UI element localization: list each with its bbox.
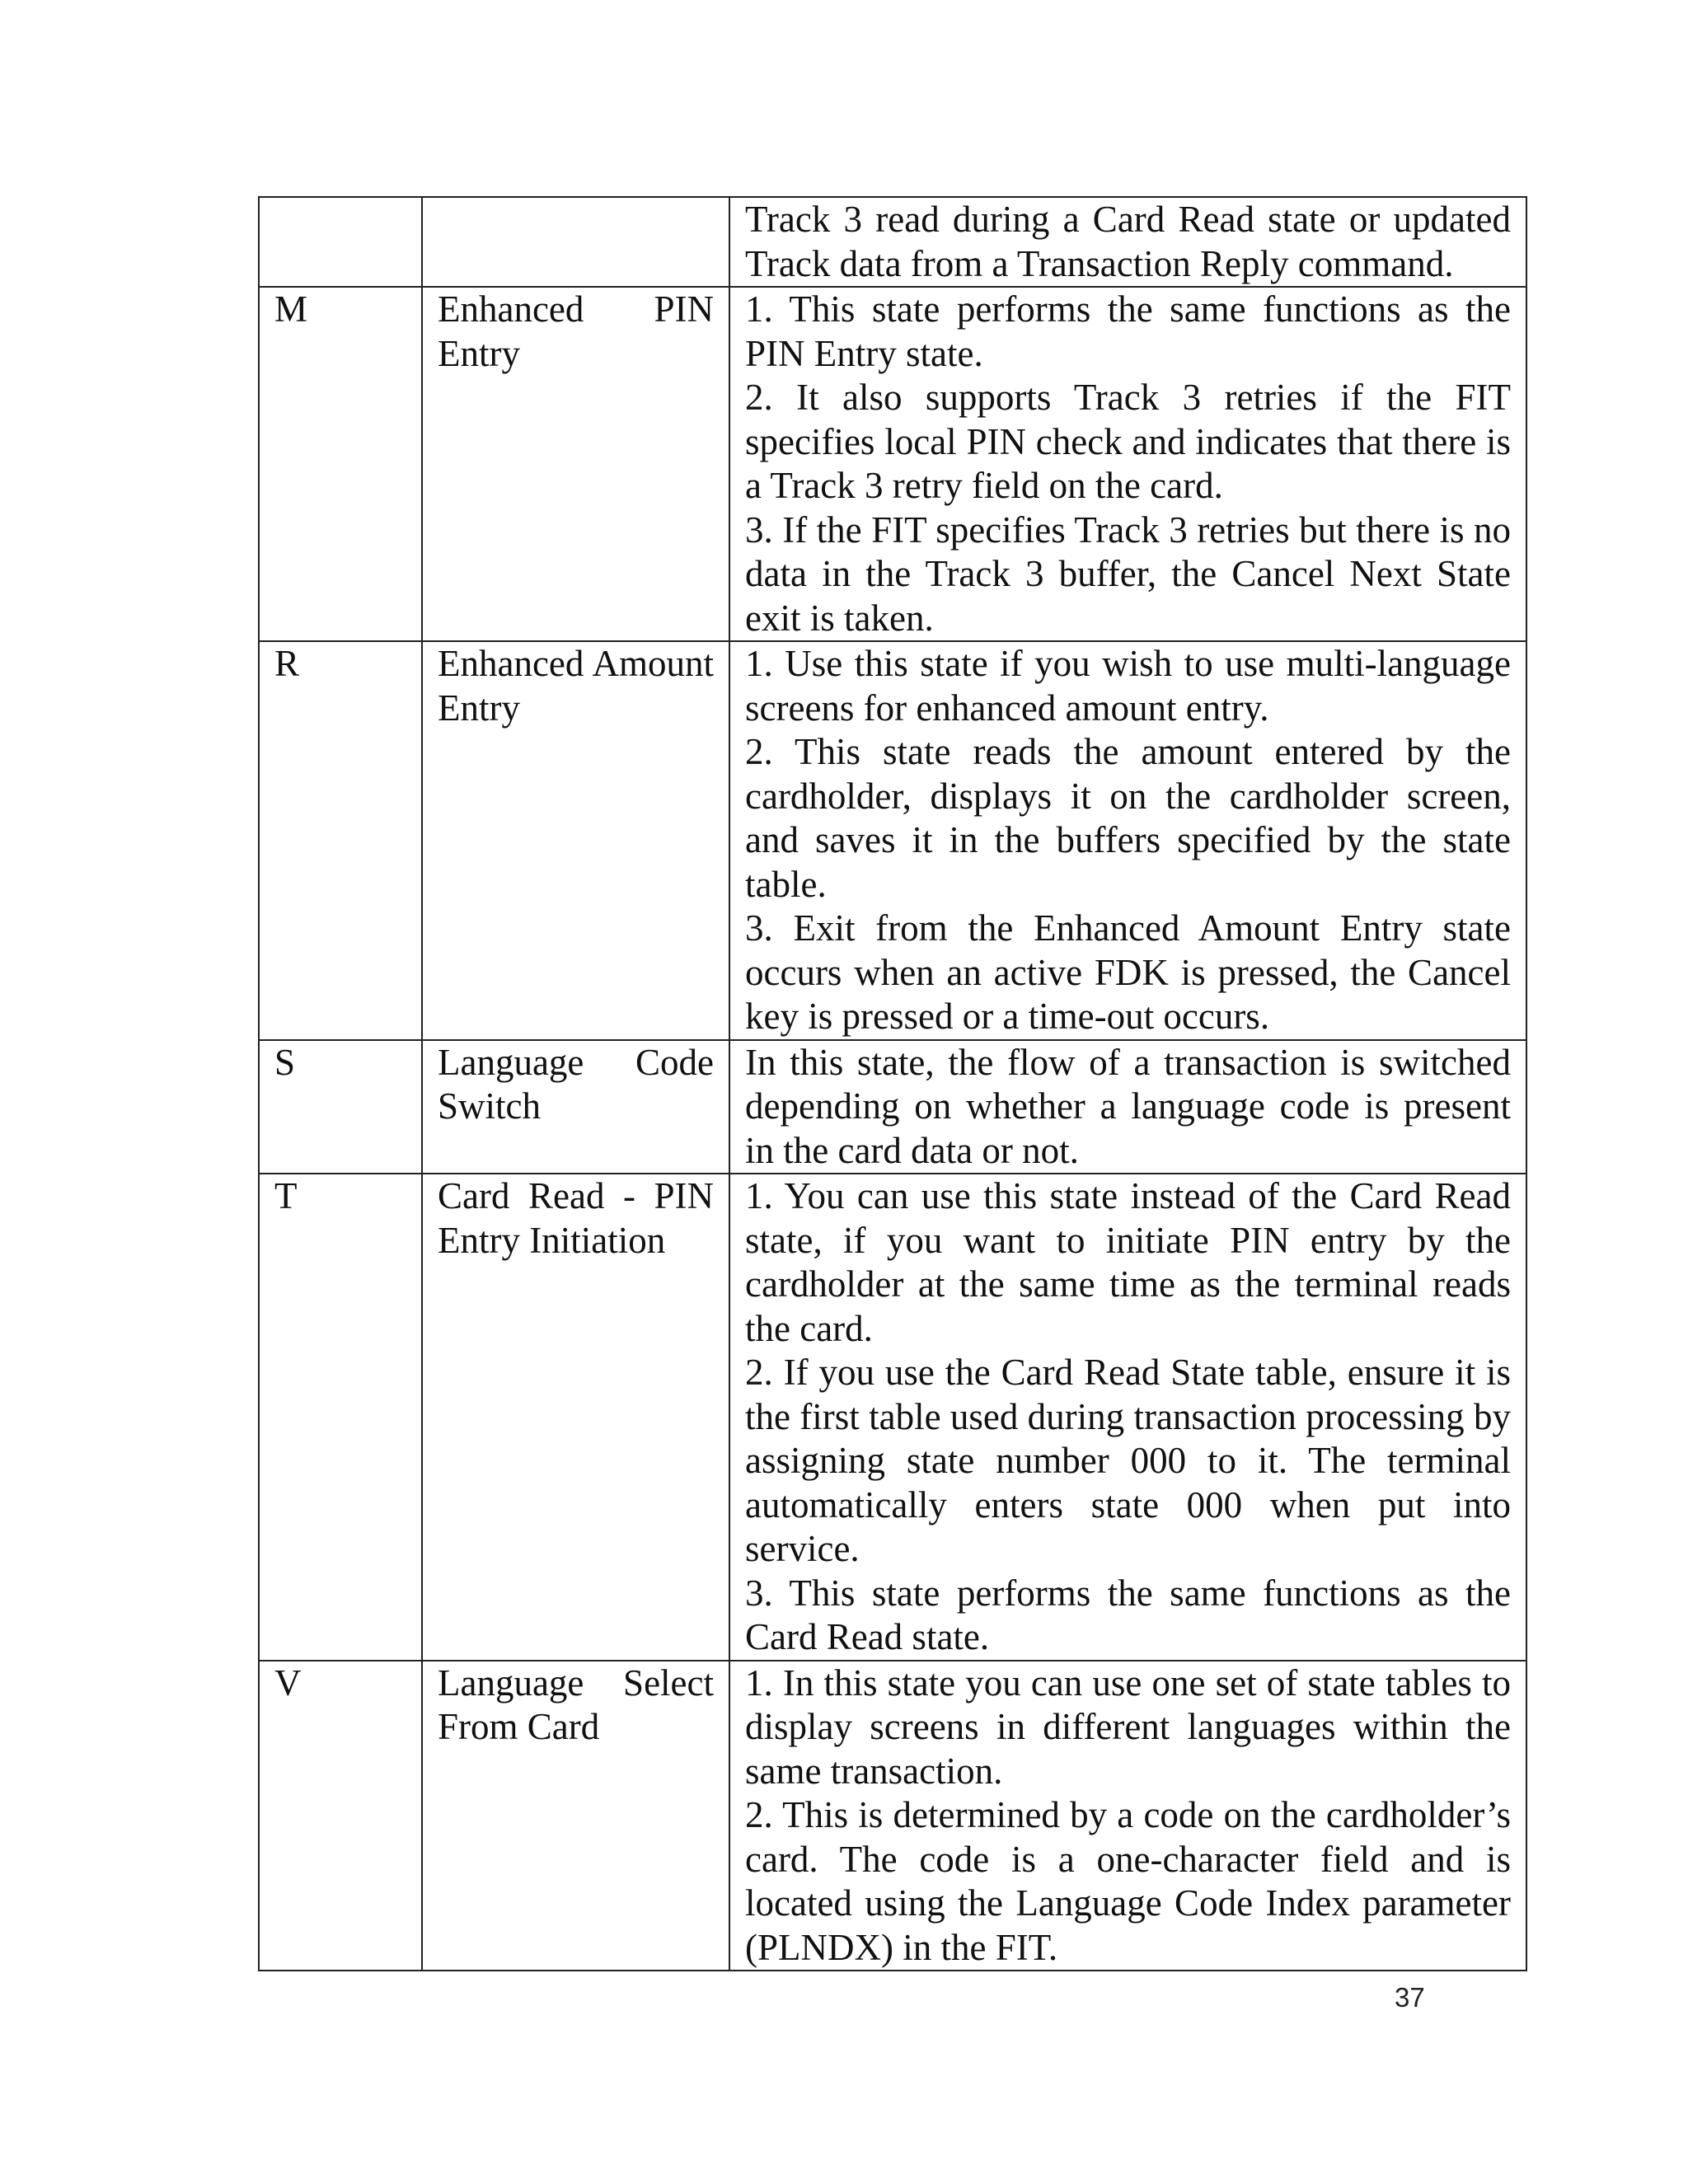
state-description-cell — [729, 641, 1526, 1040]
state-code-cell: S — [259, 1040, 422, 1174]
description-paragraph: 2. This is determined by a code on the cardholder’s card. The code is a one-character field and is located using the Language Code Index parameter (PLNDX) in the FIT. — [745, 1794, 1511, 1968]
table-row — [259, 197, 1526, 287]
description-paragraph: In this state, the flow of a transaction is switched depending on whether a language code is present in the card data or not. — [745, 1041, 1511, 1171]
state-name-cell: Card Read - PIN Entry Initiation — [422, 1174, 729, 1661]
table-row — [259, 1040, 1526, 1174]
state-description-cell — [729, 1040, 1526, 1174]
description-paragraph: 2. This state reads the amount entered by the cardholder, displays it on the cardholder screen, and saves it in the buffers specified by the state table. — [745, 731, 1511, 905]
description-paragraph: 3. Exit from the Enhanced Amount Entry state occurs when an active FDK is pressed, the Cancel key is pressed or a time-out occurs. — [745, 907, 1511, 1037]
state-name-cell: Language Code Switch — [422, 1040, 729, 1174]
state-name-cell: Language Select From Card — [422, 1661, 729, 1971]
state-name-cell: Enhanced PIN Entry — [422, 287, 729, 641]
description-paragraph: 3. This state performs the same functions as the Card Read state. — [745, 1572, 1511, 1657]
state-code-cell — [259, 197, 422, 287]
state-code-cell: R — [259, 641, 422, 1040]
state-description-cell — [729, 197, 1526, 287]
state-code-cell: V — [259, 1661, 422, 1971]
state-description-cell — [729, 1661, 1526, 1971]
state-code-cell: M — [259, 287, 422, 641]
page-number: 37 — [1395, 1982, 1425, 2013]
description-paragraph: 3. If the FIT specifies Track 3 retries but there is no data in the Track 3 buffer, the Cancel Next State exit is taken. — [745, 509, 1511, 639]
state-table — [258, 196, 1527, 1971]
description-paragraph: 1. In this state you can use one set of state tables to display screens in different languages within the same transaction. — [745, 1661, 1511, 1792]
description-paragraph: 2. If you use the Card Read State table, ensure it is the first table used during transaction processing by assigning state number 000 to it. The terminal automatically enters state 000 when put into service. — [745, 1352, 1511, 1569]
description-paragraph: 1. This state performs the same functions as the PIN Entry state. — [745, 288, 1511, 374]
description-paragraph: 2. It also supports Track 3 retries if the FIT specifies local PIN check and indicates that there is a Track 3 retry field on the card. — [745, 377, 1511, 506]
state-description-cell — [729, 287, 1526, 641]
table-row — [259, 287, 1526, 641]
state-description-cell — [729, 1174, 1526, 1661]
description-paragraph: 1. Use this state if you wish to use multi-language screens for enhanced amount entry. — [745, 643, 1511, 729]
table-row — [259, 641, 1526, 1040]
description-paragraph: Track 3 read during a Card Read state or updated Track data from a Transaction Reply command. — [745, 199, 1511, 284]
table-row — [259, 1174, 1526, 1661]
table-row — [259, 1661, 1526, 1971]
description-paragraph: 1. You can use this state instead of the Card Read state, if you want to initiate PIN entry by the cardholder at the same time as the terminal reads the card. — [745, 1175, 1511, 1349]
state-name-cell — [422, 197, 729, 287]
state-code-cell: T — [259, 1174, 422, 1661]
state-name-cell: Enhanced Amount Entry — [422, 641, 729, 1040]
